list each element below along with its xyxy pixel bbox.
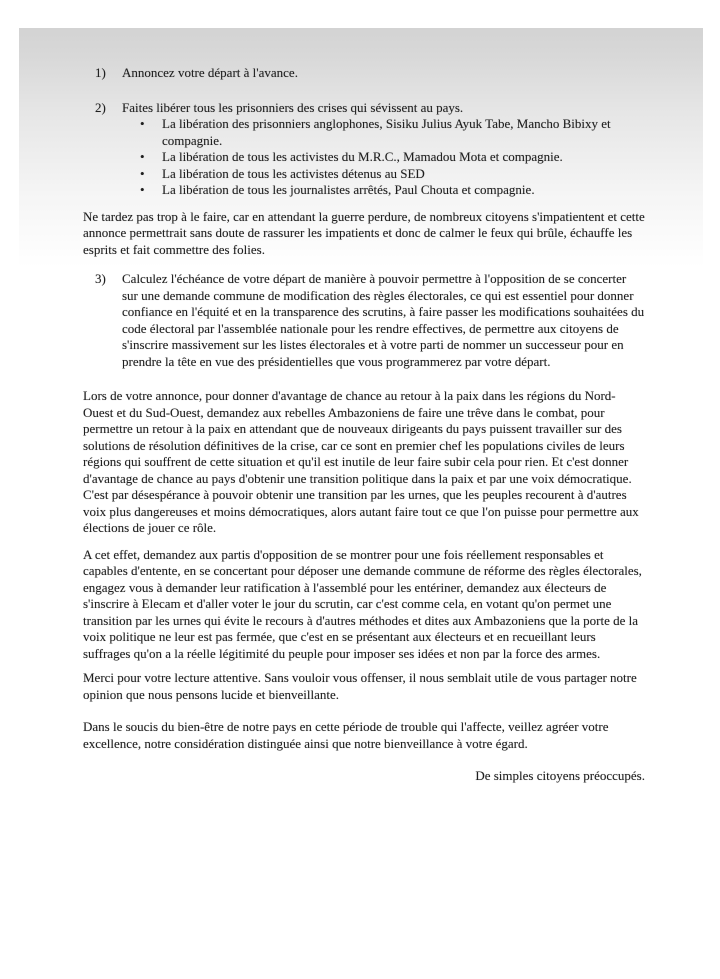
item-number: 1) <box>95 65 106 80</box>
bullet-icon: • <box>140 182 145 197</box>
scanned-page <box>19 28 703 979</box>
bullet-icon: • <box>140 165 145 181</box>
item-text: Faites libérer tous les prisonniers des crises qui sévissent au pays. <box>122 99 464 115</box>
paragraph-ne-tardez: Ne tardez pas trop à le faire, car en attendant la guerre perdure, de nombreux citoyens s'impatientent et cette annonce permettrait sans doute de rassurer les impatients et donc de calmer le feux qui brûle, échauffe les esprits et fait commettre des folies. <box>83 208 645 257</box>
item-number: 3) <box>95 271 106 286</box>
numbered-item-2 <box>83 100 645 199</box>
bullet-item <box>122 182 645 199</box>
item-number: 2) <box>95 99 106 115</box>
paragraph-salutation: Dans le soucis du bien-être de notre pays en cette période de trouble qui l'affecte, veillez agréer votre excellence, notre considération distinguée ainsi que notre bienveillance à votre égard. <box>83 719 609 751</box>
bullet-icon: • <box>140 149 145 164</box>
paragraph-merci: Merci pour votre lecture attentive. Sans vouloir vous offenser, il nous semblait utile de vous partager notre opinion que nous pensons lucide et bienveillante. <box>83 670 637 702</box>
paragraph-a-cet-effet: A cet effet, demandez aux partis d'opposition de se montrer pour une fois réellement responsables et capables d'entente, en se concertant pour déposer une demande commune de réforme des règles électorales, engagez vous à demander leur ratification à l'assemblé pour les entériner, demandez aux électeurs de s'inscrire à Elecam et d'aller voter le jour du scrutin, car c'est comme cela, en votant qu'on permet une transition par les urnes qui évite le recours à d'autres méthodes et dites aux Ambazoniens que la porte de la voix politique ne leur est pas fermée, que c'est en se présentant aux électeurs et en recueillant leurs suffrages qu'on a la réelle légitimité du peuple pour imposer ses idées et non par la force des armes. <box>83 546 642 661</box>
numbered-item-3 <box>83 271 645 370</box>
paragraph-lors-annonce: Lors de votre annonce, pour donner d'avantage de chance au retour à la paix dans les régions du Nord-Ouest et du Sud-Ouest, demandez aux rebelles Ambazoniens de faire une trêve dans le combat, pour permettre un retour à la paix en attendant que de nouveaux dirigeants du pays puissent travailler sur des solutions de résolution définitives de la crise, car ce sont en premier chef les populations civiles de leurs régions qui souffrent de cette situation et qu'il est inutile de leur faire subir cela pour rien. Et c'est donner d'avantage de chance au pays d'obtenir une transition politique dans la paix et par une voix démocratique. C'est par désespérance à pouvoir obtenir une transition par les urnes, que les peuples recourent à d'autres voix plus dangereuses et moins démocratiques, alors autant faire tout ce que l'on puisse pour permettre aux élections de jouer ce rôle. <box>83 388 639 535</box>
item-text-wrap <box>122 100 645 199</box>
bullet-item <box>122 166 645 183</box>
bullet-item <box>122 149 645 166</box>
numbered-item-1 <box>83 65 645 82</box>
bullet-item <box>122 116 645 149</box>
letter-body <box>19 28 703 785</box>
bullet-list <box>122 116 645 199</box>
bullet-text: La libération de tous les activistes détenus au SED <box>162 165 425 181</box>
item-text: Annoncez votre départ à l'avance. <box>122 65 298 80</box>
bullet-text: La libération des prisonniers anglophones, Sisiku Julius Ayuk Tabe, Mancho Bibixy et compagnie. <box>162 116 611 148</box>
bullet-text: La libération de tous les activistes du M.R.C., Mamadou Mota et compagnie. <box>162 149 563 164</box>
item-text: Calculez l'échéance de votre départ de manière à pouvoir permettre à l'opposition de se concerter sur une demande commune de modification des règles électorales, ce qui est essentiel pour donner confiance en l'équité et en la transparence des scrutins, à faire passer les modifications souhaitées du code électoral par l'assemblée nationale pour les rendre effectives, de permettre aux citoyens de s'inscrire massivement sur les listes électorales et à votre parti de nommer un successeur pour en prendre la tête en vue des présidentielles que vous programmerez par votre départ. <box>122 271 645 369</box>
bullet-text: La libération de tous les journalistes arrêtés, Paul Chouta et compagnie. <box>162 182 535 197</box>
signature-line: De simples citoyens préoccupés. <box>475 768 645 783</box>
bullet-icon: • <box>140 116 145 131</box>
